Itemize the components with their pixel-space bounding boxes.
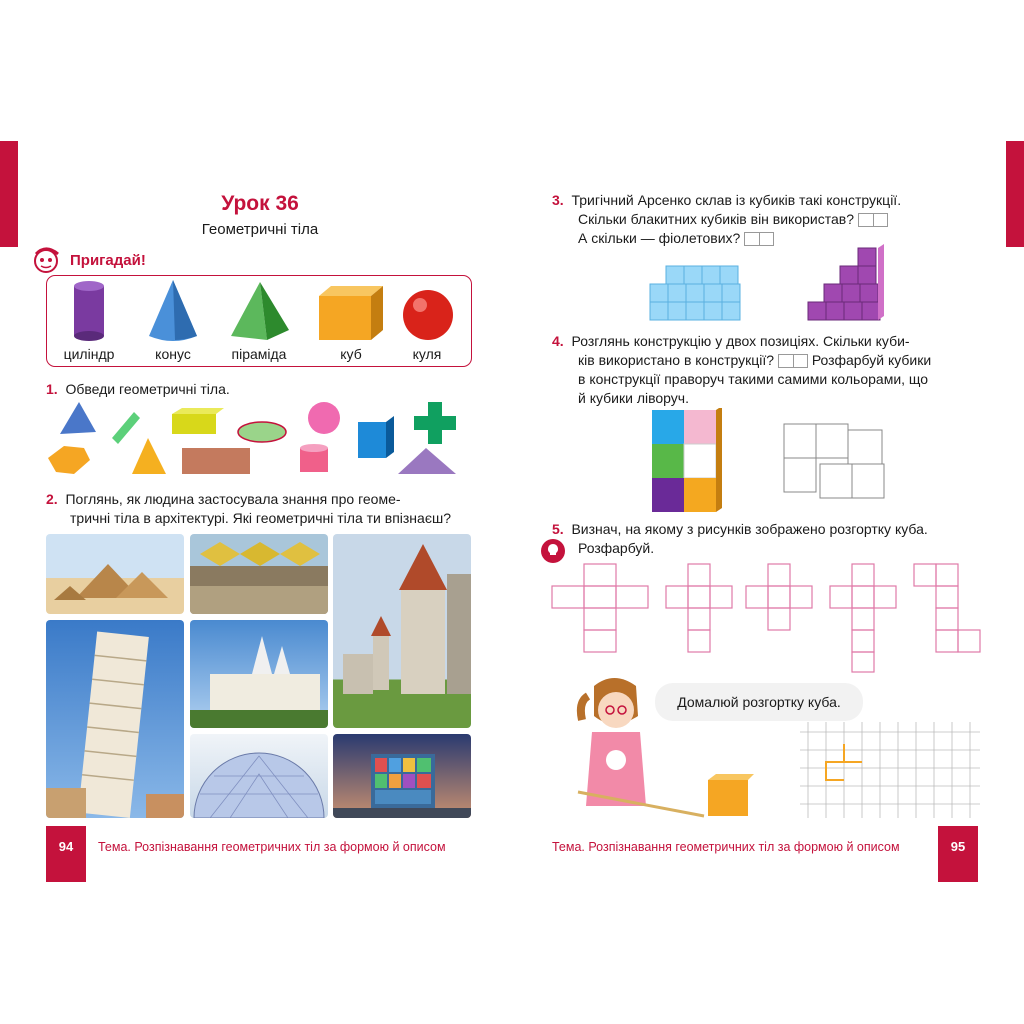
prism-icon [172, 414, 216, 434]
pentagon-icon [48, 446, 90, 474]
task4-line1: Розглянь конструкцію у двох позиціях. Скільки куби- [571, 333, 910, 349]
glass-cube-building-photo [333, 734, 471, 818]
task3-line3: А скільки — фіолетових? [578, 230, 741, 246]
page-number-left: 94 [58, 839, 74, 854]
cube-houses-photo [190, 534, 328, 614]
palace-cones-photo [190, 620, 328, 728]
cube-nets[interactable] [550, 562, 986, 674]
task4-line4: й кубики ліворуч. [578, 390, 689, 406]
task5 [552, 520, 980, 558]
net-5 [914, 564, 980, 652]
task2-number: 2. [46, 491, 58, 507]
task3-number: 3. [552, 192, 564, 208]
lesson-subtitle: Геометричні тіла [201, 221, 319, 238]
drawing-grid[interactable] [800, 722, 980, 818]
pyramids-photo [46, 534, 184, 614]
answer-box-cubes[interactable] [778, 354, 808, 368]
small-cone-icon [132, 438, 166, 474]
small-cylinder-icon [112, 412, 140, 444]
pyramid-icon [227, 280, 293, 342]
sphere-icon [401, 288, 455, 342]
colored-cube-construction [644, 408, 724, 514]
lesson-title: Урок 36 [221, 192, 299, 215]
right-edge-tab [1006, 141, 1024, 247]
leaning-tower-photo [46, 620, 184, 818]
net-2 [666, 564, 732, 652]
lightbulb-icon [540, 538, 566, 564]
footer-left: Тема. Розпізнавання геометричних тіл за формою й описом [98, 840, 446, 854]
shape-label-cube: куб [340, 346, 362, 362]
cube-icon [317, 284, 387, 342]
blue-cube-construction [648, 262, 744, 324]
shape-label-sphere: куля [412, 346, 442, 362]
page-number-box-left [46, 826, 86, 882]
small-pyramid-icon [60, 402, 96, 434]
task4-number: 4. [552, 333, 564, 349]
footer-right: Тема. Розпізнавання геометричних тіл за формою й описом [552, 840, 900, 854]
remember-label: Пригадай! [70, 251, 146, 269]
ball-icon [308, 402, 340, 434]
ellipse-icon [238, 422, 286, 442]
geodesic-dome-photo [190, 734, 328, 818]
thinking-face-icon [30, 246, 66, 274]
purple-cube-construction [806, 244, 886, 324]
task5-number: 5. [552, 521, 564, 537]
cylinder-icon [69, 280, 109, 342]
task5-line2: Розфарбуй. [578, 540, 655, 556]
shape-label-cylinder: циліндр [63, 346, 115, 362]
task1 [46, 380, 230, 399]
cross-icon [414, 402, 456, 444]
task5-line1: Визнач, на якому з рисунків зображено розгортку куба. [571, 521, 928, 537]
castle-tower-photo [333, 534, 471, 728]
remember-header [30, 246, 146, 274]
speech-bubble: Домалюй розгортку куба. [655, 683, 863, 721]
net-4 [830, 564, 896, 672]
shape-label-cone: конус [155, 346, 191, 362]
task3 [552, 191, 980, 248]
shapes-to-circle [44, 398, 474, 478]
task2 [46, 490, 476, 528]
cone-icon [145, 278, 201, 344]
shape-label-pyramid: піраміда [231, 346, 287, 362]
triangle-icon [398, 448, 456, 474]
task4 [552, 332, 980, 408]
task2-line1: Поглянь, як людина застосувала знання про геоме- [65, 491, 401, 507]
page-number-box-right [938, 826, 978, 882]
blue-prism-icon [358, 422, 386, 458]
task4-line3: в конструкції праворуч такими самими кольорами, що [578, 371, 929, 387]
task1-text: Обведи геометричні тіла. [65, 381, 230, 397]
task2-line2: тричні тіла в архітектурі. Які геометричні тіла ти впізнаєш? [70, 510, 451, 526]
page-number-right: 95 [950, 839, 966, 854]
task3-line2: Скільки блакитних кубиків він використав? [578, 211, 854, 227]
rectangle-icon [182, 448, 250, 474]
task3-line1: Тригічний Арсенко склав із кубиків такі конструкції. [571, 192, 902, 208]
task4-line2: ків використано в конструкції? [578, 352, 775, 368]
task4-line2b: Розфарбуй кубики [811, 352, 932, 368]
left-edge-tab [0, 141, 18, 247]
shapes-reminder-box [46, 275, 472, 367]
answer-box-blue[interactable] [858, 213, 888, 227]
blank-cube-construction[interactable] [780, 418, 888, 500]
task1-number: 1. [46, 381, 58, 397]
net-3 [746, 564, 812, 630]
answer-box-purple[interactable] [744, 232, 774, 246]
net-1 [552, 564, 648, 652]
